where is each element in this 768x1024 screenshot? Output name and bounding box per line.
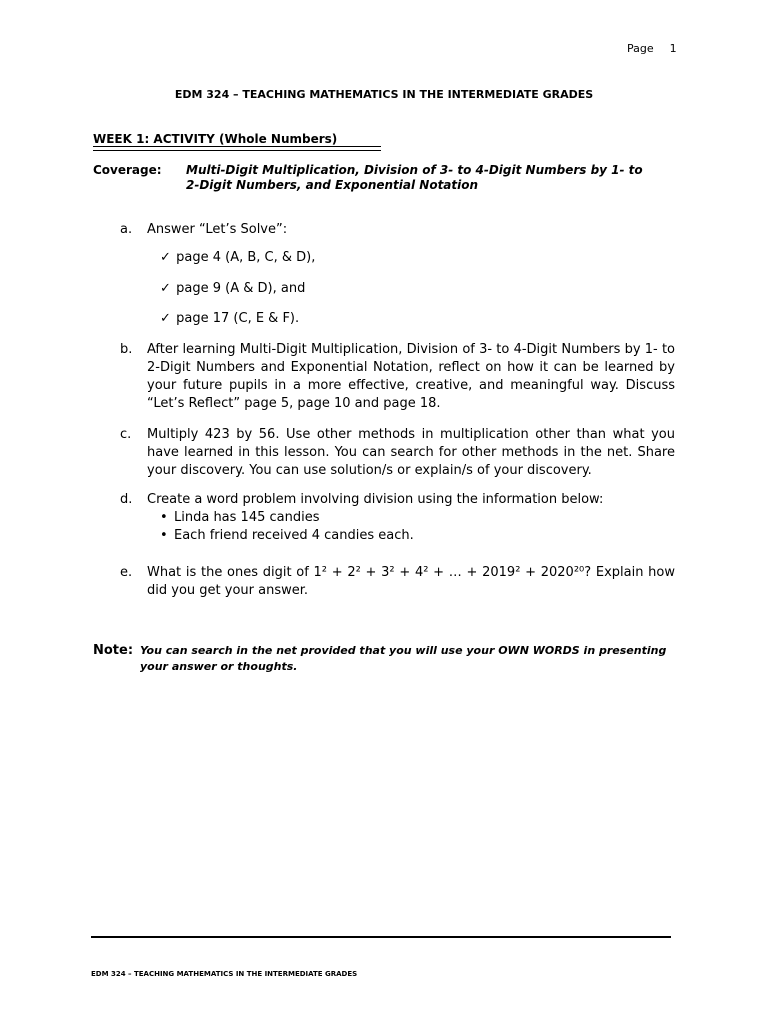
item-a: [120, 221, 675, 239]
item-d: [120, 491, 675, 545]
check-item-text: page 4 (A, B, C, & D),: [176, 250, 316, 265]
item-c-text: Multiply 423 by 56. Use other methods in multiplication other than what you have learned in this lesson. You can search for other methods in the net. Share your discovery. You can use solution/s or explain/s of your discovery.: [147, 427, 675, 478]
item-e: [120, 564, 675, 600]
item-b: [120, 341, 675, 413]
item-e-letter: e.: [120, 565, 133, 580]
bullet-icon: •: [160, 510, 168, 525]
note-text: You can search in the net provided that you will use your OWN WORDS in presenting your answer or thoughts.: [140, 644, 667, 673]
week-heading-underline: [93, 146, 381, 151]
item-c: [120, 426, 675, 480]
bullet-item: [160, 509, 675, 527]
checkmark-icon: ✓: [160, 311, 171, 326]
page-number: 1: [669, 42, 677, 55]
coverage-text: Multi-Digit Multiplication, Division of 3- to 4-Digit Numbers by 1- to 2-Digit Numbers, and Exponential Notation: [186, 163, 643, 192]
bullet-icon: •: [160, 528, 168, 543]
page-number-header: [627, 42, 677, 55]
footer-divider: [91, 936, 671, 938]
bullet-text: Linda has 145 candies: [174, 510, 320, 525]
checkmark-icon: ✓: [160, 250, 171, 265]
check-item: [160, 311, 299, 326]
item-b-text: After learning Multi-Digit Multiplication, Division of 3- to 4-Digit Numbers by 1- to 2-Digit Numbers and Exponential Notation, reflect on how it can be learned by your future pupils in a more effective, creative, and meaningful way. Discuss “Let’s Reflect” page 5, page 10 and page 18.: [147, 342, 675, 411]
check-item: [160, 281, 305, 296]
week-heading: WEEK 1: ACTIVITY (Whole Numbers): [93, 132, 338, 146]
footer-text: EDM 324 – TEACHING MATHEMATICS IN THE INTERMEDIATE GRADES: [91, 970, 358, 978]
item-c-letter: c.: [120, 427, 132, 442]
coverage-label: Coverage:: [93, 163, 162, 177]
document-title: EDM 324 – TEACHING MATHEMATICS IN THE INTERMEDIATE GRADES: [174, 88, 594, 101]
item-a-text: Answer “Let’s Solve”:: [147, 222, 288, 237]
bullet-item: [160, 527, 675, 545]
item-d-text: Create a word problem involving division using the information below:: [147, 492, 604, 507]
item-b-letter: b.: [120, 342, 133, 357]
check-item-text: page 9 (A & D), and: [176, 281, 306, 296]
item-a-letter: a.: [120, 222, 133, 237]
note-label: Note:: [93, 643, 134, 658]
checkmark-icon: ✓: [160, 281, 171, 296]
bullet-text: Each friend received 4 candies each.: [174, 528, 414, 543]
item-e-text: What is the ones digit of 1² + 2² + 3² + 4² + … + 2019² + 2020²⁰? Explain how did you get your answer.: [147, 565, 675, 598]
check-item-text: page 17 (C, E & F).: [176, 311, 300, 326]
item-d-letter: d.: [120, 492, 133, 507]
check-item: [160, 250, 315, 265]
bullet-list: [160, 509, 675, 545]
page-label: Page: [627, 42, 654, 55]
